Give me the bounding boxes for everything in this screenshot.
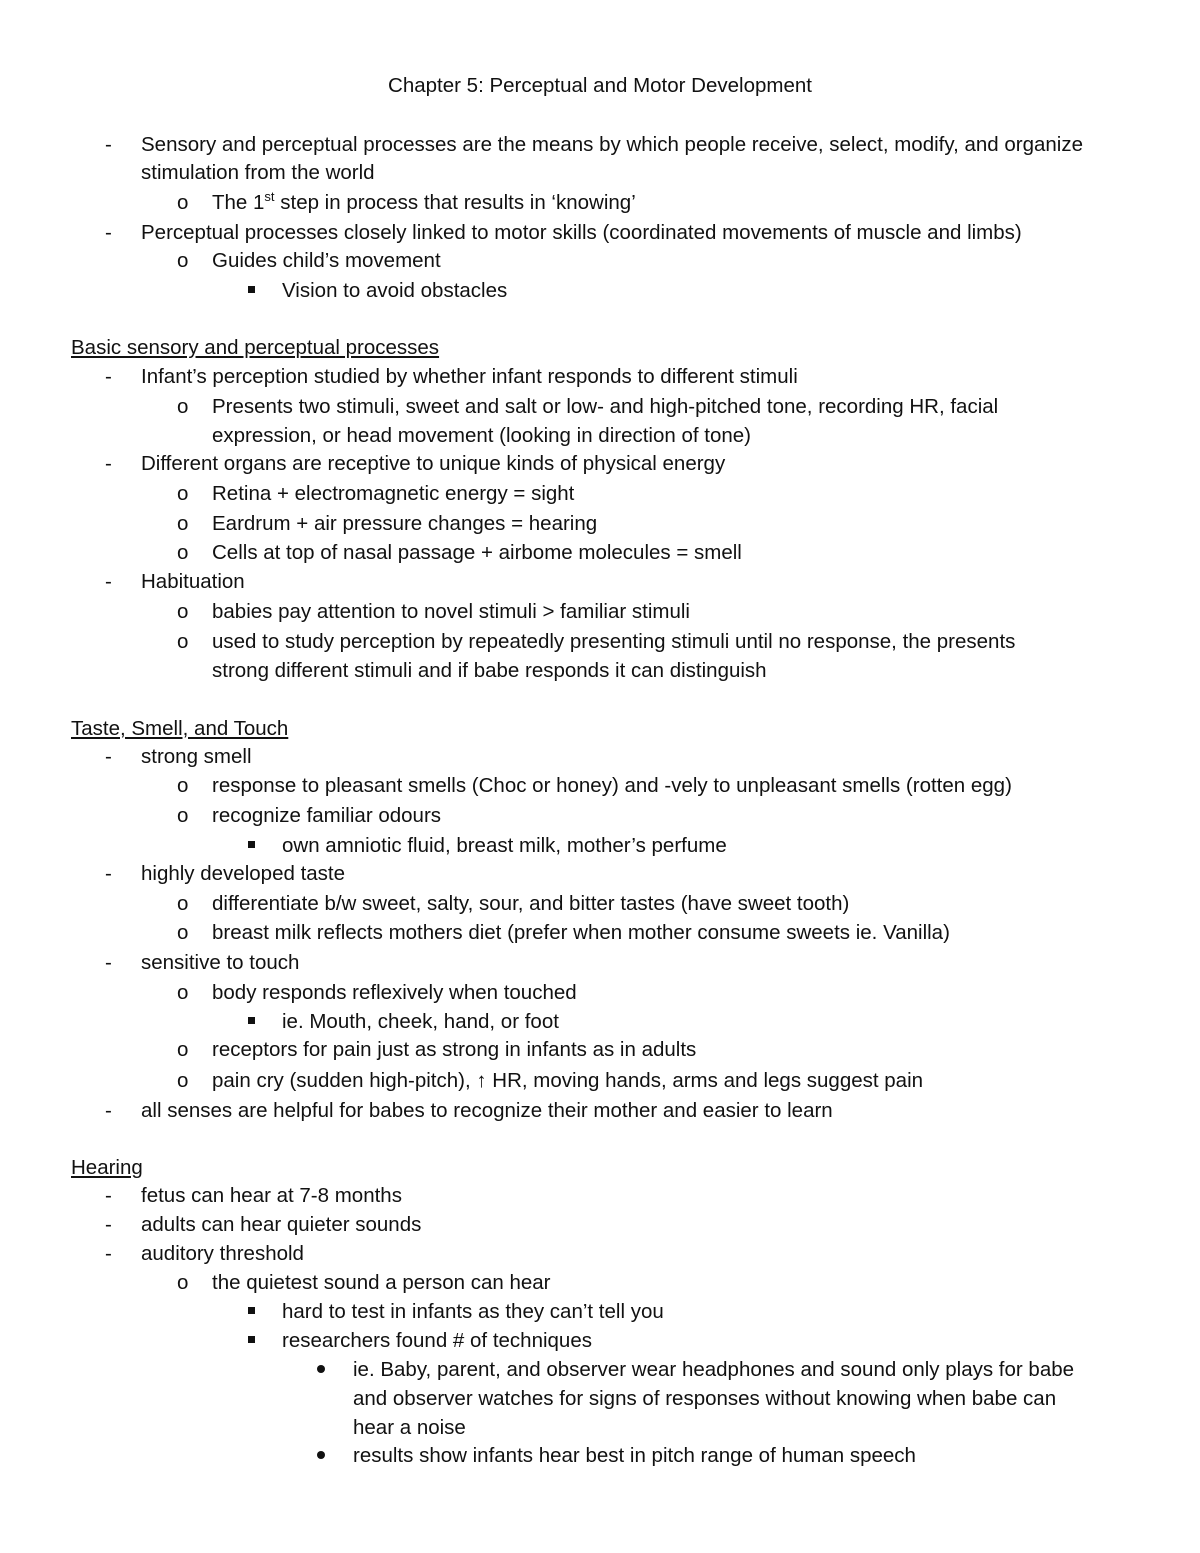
sub-bullet-quietest-sound: the quietest sound a person can hear bbox=[212, 1271, 551, 1294]
sub-sub-bullet-amniotic: own amniotic fluid, breast milk, mother’s perfume bbox=[282, 834, 727, 857]
round-bullet-icon bbox=[317, 1365, 325, 1373]
bullet-touch: sensitive to touch bbox=[141, 951, 300, 974]
circle-marker: o bbox=[177, 921, 189, 944]
sub-bullet-study-perception-cont: strong different stimuli and if babe responds it can distinguish bbox=[212, 659, 767, 682]
sub-bullet-novel-stimuli: babies pay attention to novel stimuli > familiar stimuli bbox=[212, 600, 690, 623]
deep-bullet-headphones-cont1: and observer watches for signs of responses without knowing when babe can bbox=[353, 1387, 1057, 1410]
square-bullet-icon bbox=[248, 1307, 255, 1314]
dash-marker: - bbox=[105, 1099, 112, 1122]
dash-marker: - bbox=[105, 452, 112, 475]
first-step-superscript: st bbox=[264, 189, 275, 205]
square-bullet-icon bbox=[248, 286, 255, 293]
deep-bullet-results: results show infants hear best in pitch range of human speech bbox=[353, 1444, 916, 1467]
circle-marker: o bbox=[177, 804, 189, 827]
sub-sub-bullet-hard-to-test: hard to test in infants as they can’t tell you bbox=[282, 1300, 664, 1323]
circle-marker: o bbox=[177, 892, 189, 915]
dash-marker: - bbox=[105, 951, 112, 974]
round-bullet-icon bbox=[317, 1451, 325, 1459]
sub-sub-bullet-vision: Vision to avoid obstacles bbox=[282, 279, 508, 302]
bullet-sensory-processes: Sensory and perceptual processes are the means by which people receive, select, modify, and organize bbox=[141, 133, 1084, 156]
circle-marker: o bbox=[177, 981, 189, 1004]
bullet-fetus-hear: fetus can hear at 7-8 months bbox=[141, 1184, 402, 1207]
circle-marker: o bbox=[177, 191, 189, 214]
section-heading-hearing: Hearing bbox=[71, 1156, 143, 1179]
sub-bullet-two-stimuli-cont: expression, or head movement (looking in direction of tone) bbox=[212, 424, 751, 447]
sub-bullet-familiar-odours: recognize familiar odours bbox=[212, 804, 442, 827]
dash-marker: - bbox=[105, 365, 112, 388]
sub-bullet-guides-movement: Guides child’s movement bbox=[212, 249, 441, 272]
dash-marker: - bbox=[105, 133, 112, 156]
sub-sub-bullet-mouth: ie. Mouth, cheek, hand, or foot bbox=[282, 1010, 559, 1033]
bullet-habituation: Habituation bbox=[141, 570, 245, 593]
sub-bullet-first-step bbox=[212, 188, 636, 217]
square-bullet-icon bbox=[248, 1336, 255, 1343]
first-step-prefix: The 1 bbox=[212, 191, 265, 214]
circle-marker: o bbox=[177, 395, 189, 418]
square-bullet-icon bbox=[248, 1017, 255, 1024]
dash-marker: - bbox=[105, 745, 112, 768]
circle-marker: o bbox=[177, 600, 189, 623]
circle-marker: o bbox=[177, 512, 189, 535]
sub-bullet-pain-receptors: receptors for pain just as strong in infants as in adults bbox=[212, 1038, 697, 1061]
deep-bullet-headphones-cont2: hear a noise bbox=[353, 1416, 466, 1439]
bullet-infant-perception: Infant’s perception studied by whether infant responds to different stimuli bbox=[141, 365, 798, 388]
dash-marker: - bbox=[105, 1213, 112, 1236]
sub-bullet-pleasant-smells: response to pleasant smells (Choc or honey) and -vely to unpleasant smells (rotten egg) bbox=[212, 774, 1012, 797]
bullet-auditory-threshold: auditory threshold bbox=[141, 1242, 304, 1265]
circle-marker: o bbox=[177, 1271, 189, 1294]
circle-marker: o bbox=[177, 249, 189, 272]
section-heading-basic: Basic sensory and perceptual processes bbox=[71, 336, 440, 359]
circle-marker: o bbox=[177, 482, 189, 505]
bullet-different-organs: Different organs are receptive to unique kinds of physical energy bbox=[141, 452, 726, 475]
section-heading-taste: Taste, Smell, and Touch bbox=[71, 717, 289, 740]
dash-marker: - bbox=[105, 570, 112, 593]
bullet-adults-hear: adults can hear quieter sounds bbox=[141, 1213, 422, 1236]
square-bullet-icon bbox=[248, 841, 255, 848]
sub-bullet-retina: Retina + electromagnetic energy = sight bbox=[212, 482, 575, 505]
sub-bullet-pain-cry: pain cry (sudden high-pitch), ↑ HR, moving hands, arms and legs suggest pain bbox=[212, 1069, 924, 1092]
bullet-all-senses: all senses are helpful for babes to recognize their mother and easier to learn bbox=[141, 1099, 833, 1122]
sub-bullet-reflexive: body responds reflexively when touched bbox=[212, 981, 577, 1004]
bullet-strong-smell: strong smell bbox=[141, 745, 252, 768]
sub-bullet-two-stimuli: Presents two stimuli, sweet and salt or low- and high-pitched tone, recording HR, facial bbox=[212, 395, 999, 418]
dash-marker: - bbox=[105, 1184, 112, 1207]
bullet-perceptual-motor: Perceptual processes closely linked to motor skills (coordinated movements of muscle and limbs) bbox=[141, 221, 1022, 244]
bullet-sensory-processes-cont: stimulation from the world bbox=[141, 161, 375, 184]
sub-bullet-eardrum: Eardrum + air pressure changes = hearing bbox=[212, 512, 598, 535]
sub-bullet-nasal: Cells at top of nasal passage + airbome molecules = smell bbox=[212, 541, 742, 564]
circle-marker: o bbox=[177, 541, 189, 564]
dash-marker: - bbox=[105, 862, 112, 885]
first-step-suffix: step in process that results in ‘knowing’ bbox=[274, 191, 636, 214]
circle-marker: o bbox=[177, 1038, 189, 1061]
deep-bullet-headphones: ie. Baby, parent, and observer wear headphones and sound only plays for babe bbox=[353, 1358, 1075, 1381]
sub-bullet-breast-milk: breast milk reflects mothers diet (prefer when mother consume sweets ie. Vanilla) bbox=[212, 921, 950, 944]
circle-marker: o bbox=[177, 1069, 189, 1092]
sub-sub-bullet-techniques: researchers found # of techniques bbox=[282, 1329, 592, 1352]
sub-bullet-differentiate-tastes: differentiate b/w sweet, salty, sour, and bitter tastes (have sweet tooth) bbox=[212, 892, 850, 915]
page-title: Chapter 5: Perceptual and Motor Development bbox=[388, 74, 812, 97]
sub-bullet-study-perception: used to study perception by repeatedly presenting stimuli until no response, the presents bbox=[212, 630, 1016, 653]
dash-marker: - bbox=[105, 221, 112, 244]
dash-marker: - bbox=[105, 1242, 112, 1265]
circle-marker: o bbox=[177, 774, 189, 797]
bullet-taste: highly developed taste bbox=[141, 862, 346, 885]
circle-marker: o bbox=[177, 630, 189, 653]
